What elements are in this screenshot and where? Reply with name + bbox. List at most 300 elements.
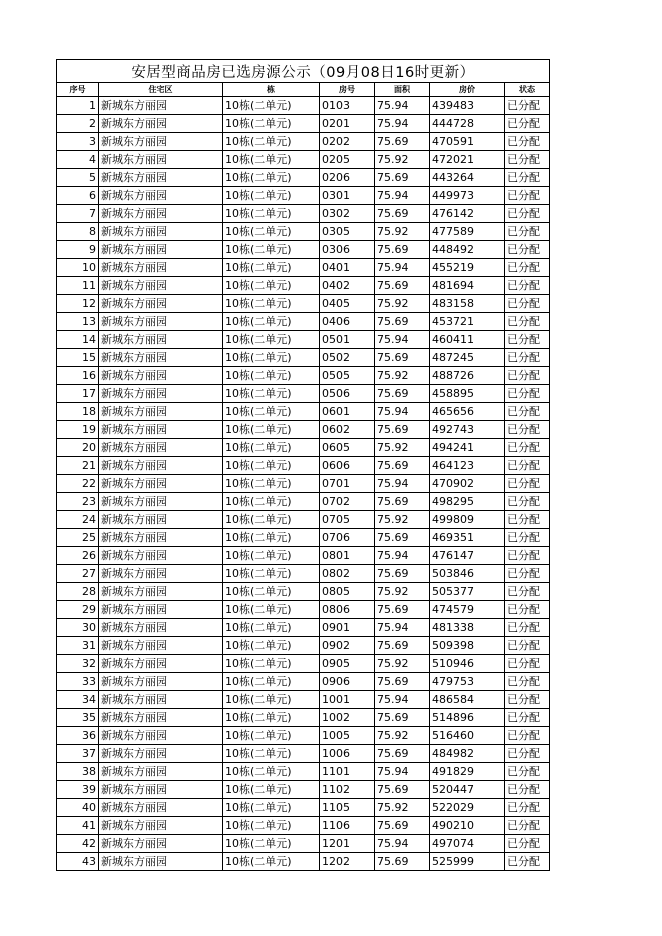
table-row [57, 205, 550, 223]
room-cell: 0606 [320, 457, 375, 475]
table-row [57, 781, 550, 799]
price-cell: 455219 [430, 259, 505, 277]
table-row [57, 259, 550, 277]
estate-cell: 新城东方丽园 [99, 691, 223, 709]
price-cell: 488726 [430, 367, 505, 385]
room-cell: 1006 [320, 745, 375, 763]
status-cell: 已分配 [505, 637, 550, 655]
room-cell: 0402 [320, 277, 375, 295]
price-cell: 458895 [430, 385, 505, 403]
area-cell: 75.94 [375, 259, 430, 277]
estate-cell: 新城东方丽园 [99, 799, 223, 817]
row-index: 33 [57, 673, 99, 691]
area-cell: 75.69 [375, 817, 430, 835]
area-cell: 75.94 [375, 619, 430, 637]
building-cell: 10栋(二单元) [223, 655, 320, 673]
status-cell: 已分配 [505, 421, 550, 439]
room-cell: 0902 [320, 637, 375, 655]
area-cell: 75.92 [375, 295, 430, 313]
room-cell: 1005 [320, 727, 375, 745]
price-cell: 481338 [430, 619, 505, 637]
area-cell: 75.69 [375, 313, 430, 331]
building-cell: 10栋(二单元) [223, 367, 320, 385]
room-cell: 0103 [320, 97, 375, 115]
estate-cell: 新城东方丽园 [99, 133, 223, 151]
sheet-title: 安居型商品房已选房源公示（09月08日16时更新） [57, 60, 550, 83]
spreadsheet [56, 59, 549, 871]
building-cell: 10栋(二单元) [223, 457, 320, 475]
status-cell: 已分配 [505, 493, 550, 511]
table-row [57, 277, 550, 295]
area-cell: 75.92 [375, 583, 430, 601]
row-index: 39 [57, 781, 99, 799]
table-row [57, 385, 550, 403]
area-cell: 75.69 [375, 853, 430, 871]
price-cell: 492743 [430, 421, 505, 439]
room-cell: 0701 [320, 475, 375, 493]
status-cell: 已分配 [505, 709, 550, 727]
estate-cell: 新城东方丽园 [99, 637, 223, 655]
estate-cell: 新城东方丽园 [99, 493, 223, 511]
status-cell: 已分配 [505, 205, 550, 223]
area-cell: 75.69 [375, 565, 430, 583]
row-index: 10 [57, 259, 99, 277]
row-index: 14 [57, 331, 99, 349]
price-cell: 514896 [430, 709, 505, 727]
status-cell: 已分配 [505, 727, 550, 745]
table-body [57, 97, 550, 871]
header-status: 状态 [505, 83, 550, 97]
row-index: 2 [57, 115, 99, 133]
row-index: 41 [57, 817, 99, 835]
header-estate: 住宅区 [99, 83, 223, 97]
area-cell: 75.94 [375, 835, 430, 853]
header-index: 序号 [57, 83, 99, 97]
estate-cell: 新城东方丽园 [99, 601, 223, 619]
room-cell: 0705 [320, 511, 375, 529]
room-cell: 0405 [320, 295, 375, 313]
building-cell: 10栋(二单元) [223, 475, 320, 493]
building-cell: 10栋(二单元) [223, 709, 320, 727]
estate-cell: 新城东方丽园 [99, 115, 223, 133]
status-cell: 已分配 [505, 583, 550, 601]
table-row [57, 439, 550, 457]
estate-cell: 新城东方丽园 [99, 457, 223, 475]
building-cell: 10栋(二单元) [223, 583, 320, 601]
status-cell: 已分配 [505, 331, 550, 349]
price-cell: 470902 [430, 475, 505, 493]
status-cell: 已分配 [505, 133, 550, 151]
table-row [57, 115, 550, 133]
area-cell: 75.69 [375, 385, 430, 403]
room-cell: 1201 [320, 835, 375, 853]
table-row [57, 169, 550, 187]
status-cell: 已分配 [505, 277, 550, 295]
table-row [57, 97, 550, 115]
estate-cell: 新城东方丽园 [99, 475, 223, 493]
table-row [57, 313, 550, 331]
row-index: 1 [57, 97, 99, 115]
table-row [57, 619, 550, 637]
building-cell: 10栋(二单元) [223, 691, 320, 709]
room-cell: 0206 [320, 169, 375, 187]
estate-cell: 新城东方丽园 [99, 439, 223, 457]
building-cell: 10栋(二单元) [223, 241, 320, 259]
table-row [57, 493, 550, 511]
building-cell: 10栋(二单元) [223, 259, 320, 277]
building-cell: 10栋(二单元) [223, 295, 320, 313]
area-cell: 75.69 [375, 421, 430, 439]
room-cell: 1001 [320, 691, 375, 709]
row-index: 38 [57, 763, 99, 781]
estate-cell: 新城东方丽园 [99, 241, 223, 259]
building-cell: 10栋(二单元) [223, 637, 320, 655]
area-cell: 75.69 [375, 169, 430, 187]
housing-table [56, 59, 550, 871]
room-cell: 1002 [320, 709, 375, 727]
status-cell: 已分配 [505, 853, 550, 871]
table-row [57, 835, 550, 853]
estate-cell: 新城东方丽园 [99, 781, 223, 799]
price-cell: 465656 [430, 403, 505, 421]
header-price: 房价 [430, 83, 505, 97]
row-index: 24 [57, 511, 99, 529]
building-cell: 10栋(二单元) [223, 601, 320, 619]
building-cell: 10栋(二单元) [223, 313, 320, 331]
estate-cell: 新城东方丽园 [99, 259, 223, 277]
row-index: 6 [57, 187, 99, 205]
building-cell: 10栋(二单元) [223, 493, 320, 511]
room-cell: 0502 [320, 349, 375, 367]
row-index: 8 [57, 223, 99, 241]
header-room: 房号 [320, 83, 375, 97]
price-cell: 487245 [430, 349, 505, 367]
area-cell: 75.69 [375, 277, 430, 295]
estate-cell: 新城东方丽园 [99, 97, 223, 115]
area-cell: 75.69 [375, 745, 430, 763]
building-cell: 10栋(二单元) [223, 277, 320, 295]
room-cell: 0506 [320, 385, 375, 403]
room-cell: 0905 [320, 655, 375, 673]
building-cell: 10栋(二单元) [223, 673, 320, 691]
row-index: 20 [57, 439, 99, 457]
table-row [57, 745, 550, 763]
price-cell: 481694 [430, 277, 505, 295]
table-row [57, 547, 550, 565]
building-cell: 10栋(二单元) [223, 187, 320, 205]
table-row [57, 133, 550, 151]
area-cell: 75.94 [375, 763, 430, 781]
table-row [57, 763, 550, 781]
estate-cell: 新城东方丽园 [99, 277, 223, 295]
price-cell: 494241 [430, 439, 505, 457]
area-cell: 75.69 [375, 133, 430, 151]
price-cell: 439483 [430, 97, 505, 115]
price-cell: 499809 [430, 511, 505, 529]
building-cell: 10栋(二单元) [223, 439, 320, 457]
price-cell: 505377 [430, 583, 505, 601]
building-cell: 10栋(二单元) [223, 529, 320, 547]
room-cell: 0306 [320, 241, 375, 259]
price-cell: 469351 [430, 529, 505, 547]
price-cell: 483158 [430, 295, 505, 313]
estate-cell: 新城东方丽园 [99, 763, 223, 781]
building-cell: 10栋(二单元) [223, 97, 320, 115]
price-cell: 486584 [430, 691, 505, 709]
area-cell: 75.92 [375, 367, 430, 385]
building-cell: 10栋(二单元) [223, 817, 320, 835]
estate-cell: 新城东方丽园 [99, 835, 223, 853]
row-index: 11 [57, 277, 99, 295]
row-index: 16 [57, 367, 99, 385]
price-cell: 503846 [430, 565, 505, 583]
room-cell: 0806 [320, 601, 375, 619]
price-cell: 476147 [430, 547, 505, 565]
area-cell: 75.92 [375, 151, 430, 169]
estate-cell: 新城东方丽园 [99, 151, 223, 169]
estate-cell: 新城东方丽园 [99, 673, 223, 691]
area-cell: 75.94 [375, 691, 430, 709]
table-row [57, 691, 550, 709]
row-index: 35 [57, 709, 99, 727]
status-cell: 已分配 [505, 745, 550, 763]
row-index: 26 [57, 547, 99, 565]
building-cell: 10栋(二单元) [223, 151, 320, 169]
row-index: 42 [57, 835, 99, 853]
area-cell: 75.94 [375, 115, 430, 133]
room-cell: 1101 [320, 763, 375, 781]
room-cell: 0605 [320, 439, 375, 457]
area-cell: 75.69 [375, 493, 430, 511]
room-cell: 1105 [320, 799, 375, 817]
row-index: 43 [57, 853, 99, 871]
table-row [57, 349, 550, 367]
table-row [57, 799, 550, 817]
area-cell: 75.69 [375, 637, 430, 655]
price-cell: 460411 [430, 331, 505, 349]
price-cell: 443264 [430, 169, 505, 187]
area-cell: 75.69 [375, 601, 430, 619]
area-cell: 75.69 [375, 781, 430, 799]
area-cell: 75.92 [375, 439, 430, 457]
building-cell: 10栋(二单元) [223, 763, 320, 781]
building-cell: 10栋(二单元) [223, 619, 320, 637]
status-cell: 已分配 [505, 295, 550, 313]
row-index: 22 [57, 475, 99, 493]
price-cell: 509398 [430, 637, 505, 655]
price-cell: 490210 [430, 817, 505, 835]
building-cell: 10栋(二单元) [223, 565, 320, 583]
room-cell: 0602 [320, 421, 375, 439]
estate-cell: 新城东方丽园 [99, 421, 223, 439]
status-cell: 已分配 [505, 151, 550, 169]
row-index: 27 [57, 565, 99, 583]
room-cell: 1102 [320, 781, 375, 799]
table-row [57, 331, 550, 349]
status-cell: 已分配 [505, 349, 550, 367]
table-row [57, 367, 550, 385]
building-cell: 10栋(二单元) [223, 799, 320, 817]
room-cell: 0305 [320, 223, 375, 241]
table-row [57, 295, 550, 313]
price-cell: 516460 [430, 727, 505, 745]
status-cell: 已分配 [505, 367, 550, 385]
row-index: 36 [57, 727, 99, 745]
price-cell: 522029 [430, 799, 505, 817]
table-row [57, 241, 550, 259]
area-cell: 75.69 [375, 709, 430, 727]
row-index: 4 [57, 151, 99, 169]
row-index: 12 [57, 295, 99, 313]
price-cell: 520447 [430, 781, 505, 799]
area-cell: 75.94 [375, 331, 430, 349]
status-cell: 已分配 [505, 673, 550, 691]
building-cell: 10栋(二单元) [223, 511, 320, 529]
row-index: 37 [57, 745, 99, 763]
row-index: 34 [57, 691, 99, 709]
price-cell: 449973 [430, 187, 505, 205]
row-index: 17 [57, 385, 99, 403]
estate-cell: 新城东方丽园 [99, 331, 223, 349]
table-row [57, 475, 550, 493]
area-cell: 75.92 [375, 727, 430, 745]
table-row [57, 151, 550, 169]
estate-cell: 新城东方丽园 [99, 403, 223, 421]
building-cell: 10栋(二单元) [223, 331, 320, 349]
table-row [57, 511, 550, 529]
building-cell: 10栋(二单元) [223, 727, 320, 745]
building-cell: 10栋(二单元) [223, 205, 320, 223]
building-cell: 10栋(二单元) [223, 349, 320, 367]
table-row [57, 403, 550, 421]
area-cell: 75.69 [375, 349, 430, 367]
status-cell: 已分配 [505, 817, 550, 835]
room-cell: 0302 [320, 205, 375, 223]
row-index: 30 [57, 619, 99, 637]
status-cell: 已分配 [505, 169, 550, 187]
room-cell: 1106 [320, 817, 375, 835]
price-cell: 479753 [430, 673, 505, 691]
room-cell: 0501 [320, 331, 375, 349]
room-cell: 0401 [320, 259, 375, 277]
table-row [57, 187, 550, 205]
area-cell: 75.94 [375, 475, 430, 493]
status-cell: 已分配 [505, 529, 550, 547]
table-row [57, 673, 550, 691]
status-cell: 已分配 [505, 691, 550, 709]
table-row [57, 853, 550, 871]
room-cell: 0205 [320, 151, 375, 169]
estate-cell: 新城东方丽园 [99, 349, 223, 367]
price-cell: 477589 [430, 223, 505, 241]
title-row [57, 60, 550, 83]
table-row [57, 601, 550, 619]
price-cell: 474579 [430, 601, 505, 619]
estate-cell: 新城东方丽园 [99, 853, 223, 871]
row-index: 9 [57, 241, 99, 259]
building-cell: 10栋(二单元) [223, 115, 320, 133]
status-cell: 已分配 [505, 511, 550, 529]
area-cell: 75.69 [375, 529, 430, 547]
estate-cell: 新城东方丽园 [99, 529, 223, 547]
table-row [57, 727, 550, 745]
status-cell: 已分配 [505, 565, 550, 583]
estate-cell: 新城东方丽园 [99, 817, 223, 835]
room-cell: 0702 [320, 493, 375, 511]
estate-cell: 新城东方丽园 [99, 205, 223, 223]
header-row [57, 83, 550, 97]
area-cell: 75.94 [375, 187, 430, 205]
table-row [57, 529, 550, 547]
status-cell: 已分配 [505, 835, 550, 853]
estate-cell: 新城东方丽园 [99, 169, 223, 187]
status-cell: 已分配 [505, 781, 550, 799]
row-index: 21 [57, 457, 99, 475]
status-cell: 已分配 [505, 403, 550, 421]
status-cell: 已分配 [505, 115, 550, 133]
table-row [57, 637, 550, 655]
room-cell: 1202 [320, 853, 375, 871]
room-cell: 0406 [320, 313, 375, 331]
building-cell: 10栋(二单元) [223, 835, 320, 853]
table-row [57, 709, 550, 727]
row-index: 23 [57, 493, 99, 511]
row-index: 18 [57, 403, 99, 421]
status-cell: 已分配 [505, 763, 550, 781]
estate-cell: 新城东方丽园 [99, 223, 223, 241]
building-cell: 10栋(二单元) [223, 421, 320, 439]
price-cell: 525999 [430, 853, 505, 871]
status-cell: 已分配 [505, 385, 550, 403]
estate-cell: 新城东方丽园 [99, 547, 223, 565]
status-cell: 已分配 [505, 799, 550, 817]
area-cell: 75.94 [375, 547, 430, 565]
price-cell: 444728 [430, 115, 505, 133]
room-cell: 0202 [320, 133, 375, 151]
row-index: 32 [57, 655, 99, 673]
price-cell: 497074 [430, 835, 505, 853]
estate-cell: 新城东方丽园 [99, 367, 223, 385]
estate-cell: 新城东方丽园 [99, 619, 223, 637]
building-cell: 10栋(二单元) [223, 547, 320, 565]
area-cell: 75.69 [375, 241, 430, 259]
row-index: 25 [57, 529, 99, 547]
row-index: 3 [57, 133, 99, 151]
row-index: 29 [57, 601, 99, 619]
room-cell: 0301 [320, 187, 375, 205]
row-index: 19 [57, 421, 99, 439]
area-cell: 75.94 [375, 97, 430, 115]
area-cell: 75.69 [375, 457, 430, 475]
estate-cell: 新城东方丽园 [99, 745, 223, 763]
room-cell: 0805 [320, 583, 375, 601]
price-cell: 448492 [430, 241, 505, 259]
room-cell: 0906 [320, 673, 375, 691]
row-index: 31 [57, 637, 99, 655]
status-cell: 已分配 [505, 223, 550, 241]
row-index: 40 [57, 799, 99, 817]
area-cell: 75.92 [375, 799, 430, 817]
estate-cell: 新城东方丽园 [99, 295, 223, 313]
price-cell: 453721 [430, 313, 505, 331]
area-cell: 75.92 [375, 655, 430, 673]
room-cell: 0901 [320, 619, 375, 637]
table-row [57, 817, 550, 835]
status-cell: 已分配 [505, 619, 550, 637]
area-cell: 75.92 [375, 511, 430, 529]
room-cell: 0601 [320, 403, 375, 421]
building-cell: 10栋(二单元) [223, 853, 320, 871]
